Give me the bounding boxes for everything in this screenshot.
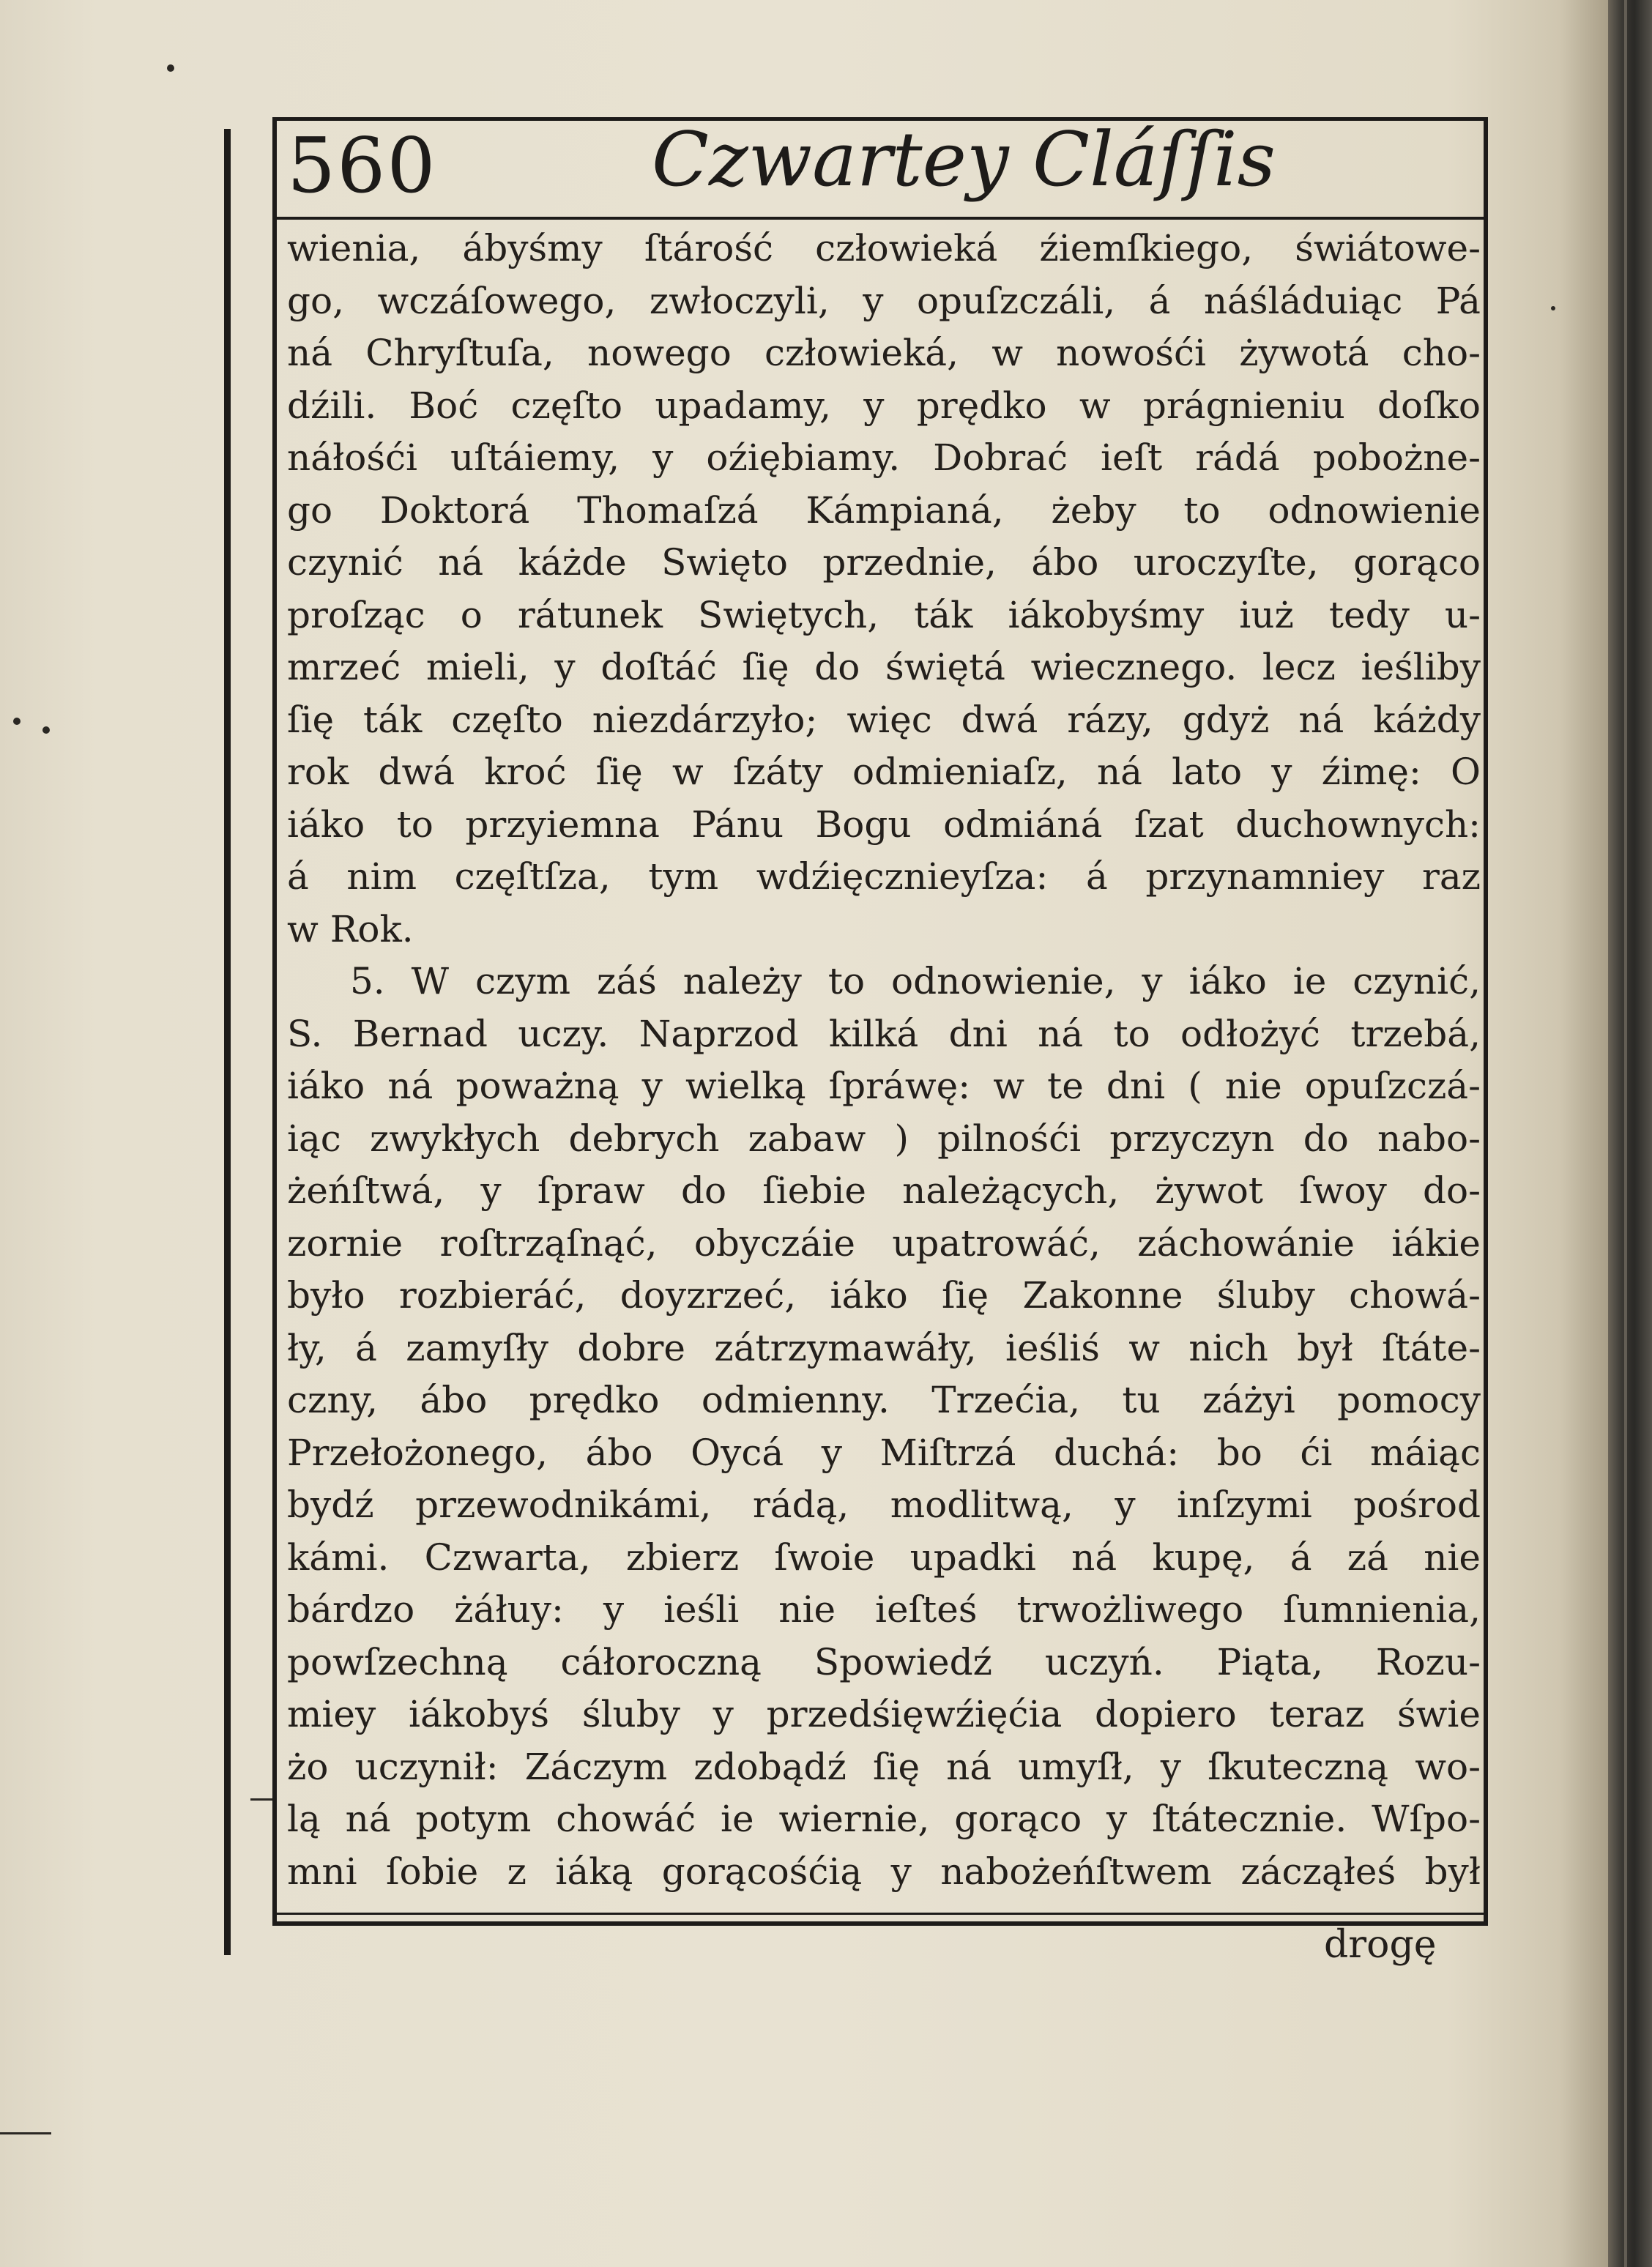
text-line: S. Bernad uczy. Naprzod kilká dni ná to odłożyć trzebá,	[287, 1012, 1481, 1055]
text-line: rok dwá kroć ſię w ſzáty odmieniaſz, ná lato y źimę: O	[287, 751, 1481, 793]
text-line: żo uczynił: Záczym zdobądź ſię ná umyſł, y ſkuteczną wo-	[287, 1745, 1481, 1788]
text-line: czny, ábo prędko odmienny. Trzećia, tu záżyi pomocy	[287, 1379, 1481, 1421]
text-line: iáko ná poważną y wielką ſpráwę: w te dni ( nie opuſzczá-	[287, 1065, 1481, 1107]
text-line: wienia, ábyśmy ſtárość człowieká źiemſkiego, świátowe-	[287, 227, 1481, 269]
ink-speck	[13, 718, 21, 725]
text-line: było rozbieráć, doyzrzeć, iáko ſię Zakonne śluby chowá-	[287, 1274, 1481, 1317]
text-line: náłośći uſtáiemy, y oźiębiamy. Dobrać ieſt rádá pobożne-	[287, 436, 1481, 479]
text-line: czynić ná káżde Swięto przednie, ábo uroczyſte, gorąco	[287, 541, 1481, 584]
book-spine-edge	[1608, 0, 1652, 2267]
text-line: go, wczáſowego, zwłoczyli, y opuſzczáli, á náśláduiąc Pá	[287, 279, 1481, 322]
text-line: bárdzo żáłuy: y ieśli nie ieſteś trwożliwego ſumnienia,	[287, 1588, 1481, 1631]
text-line: powſzechną cáłoroczną Spowiedź uczyń. Piąta, Rozu-	[287, 1640, 1481, 1683]
ink-speck	[1551, 306, 1555, 310]
text-line: dźili. Boć częſto upadamy, y prędko w prágnieniu doſko	[287, 384, 1481, 427]
text-line: iáko to przyiemna Pánu Bogu odmiáná ſzat duchownych:	[287, 803, 1481, 846]
text-line: żeńſtwá, y ſpraw do ſiebie należących, żywot ſwoy do-	[287, 1169, 1481, 1212]
margin-mark	[250, 1798, 272, 1801]
ink-speck	[42, 726, 50, 734]
text-line: lą ná potym chowáć ie wiernie, gorąco y ſtátecznie. Wſpo-	[287, 1798, 1481, 1840]
text-line: bydź przewodnikámi, rádą, modlitwą, y inſzymi pośrod	[287, 1484, 1481, 1526]
text-line: proſząc o rátunek Swiętych, ták iákobyśmy iuż tedy u-	[287, 593, 1481, 636]
paragraph-start-line: 5. W czym záś należy to odnowienie, y iáko ie czynić,	[350, 960, 1481, 1002]
header-rule	[272, 217, 1488, 220]
text-line: á nim częſtſza, tym wdźięcznieyſza: á przynamniey raz	[287, 855, 1481, 898]
body-text	[287, 223, 1481, 1907]
text-line: iąc zwykłych debrych zabaw ) pilnośći przyczyn do nabo-	[287, 1117, 1481, 1160]
text-line: zornie roſtrząſnąć, obyczáie upatrowáć, záchowánie iákie	[287, 1221, 1481, 1265]
page-number: 560	[287, 121, 437, 210]
text-line: ły, á zamyſły dobre zátrzymawáły, ieśliś w nich był ſtáte-	[287, 1326, 1481, 1369]
outer-margin-rule	[224, 129, 231, 1955]
text-line: go Doktorá Thomaſzá Kámpianá, żeby to odnowienie	[287, 488, 1481, 532]
running-head: Czwartey Cláſſis	[652, 116, 1276, 204]
ink-speck	[167, 64, 174, 72]
text-line: ná Chryſtuſa, nowego człowieká, w nowośći żywotá cho-	[287, 332, 1481, 374]
text-line: w Rok.	[287, 907, 414, 950]
text-line: Przełożonego, ábo Oycá y Miſtrzá duchá: bo ći máiąc	[287, 1431, 1481, 1474]
text-line: miey iákobyś śluby y przedśięwźięćia dopiero teraz świe	[287, 1693, 1481, 1735]
text-line: mni ſobie z iáką gorącośćią y nabożeńſtwem zácząłeś był	[287, 1850, 1481, 1893]
catchword: drogę	[1324, 1923, 1437, 1967]
text-line: ſię ták częſto niezdárzyło; więc dwá rázy, gdyż ná káżdy	[287, 698, 1481, 741]
text-line: kámi. Czwarta, zbierz ſwoie upadki ná kupę, á zá nie	[287, 1535, 1481, 1579]
margin-mark	[0, 2132, 51, 2134]
text-line: mrzeć mieli, y doſtáć ſię do świętá wiecznego. lecz ieśliby	[287, 646, 1481, 688]
footer-rule	[277, 1913, 1484, 1915]
